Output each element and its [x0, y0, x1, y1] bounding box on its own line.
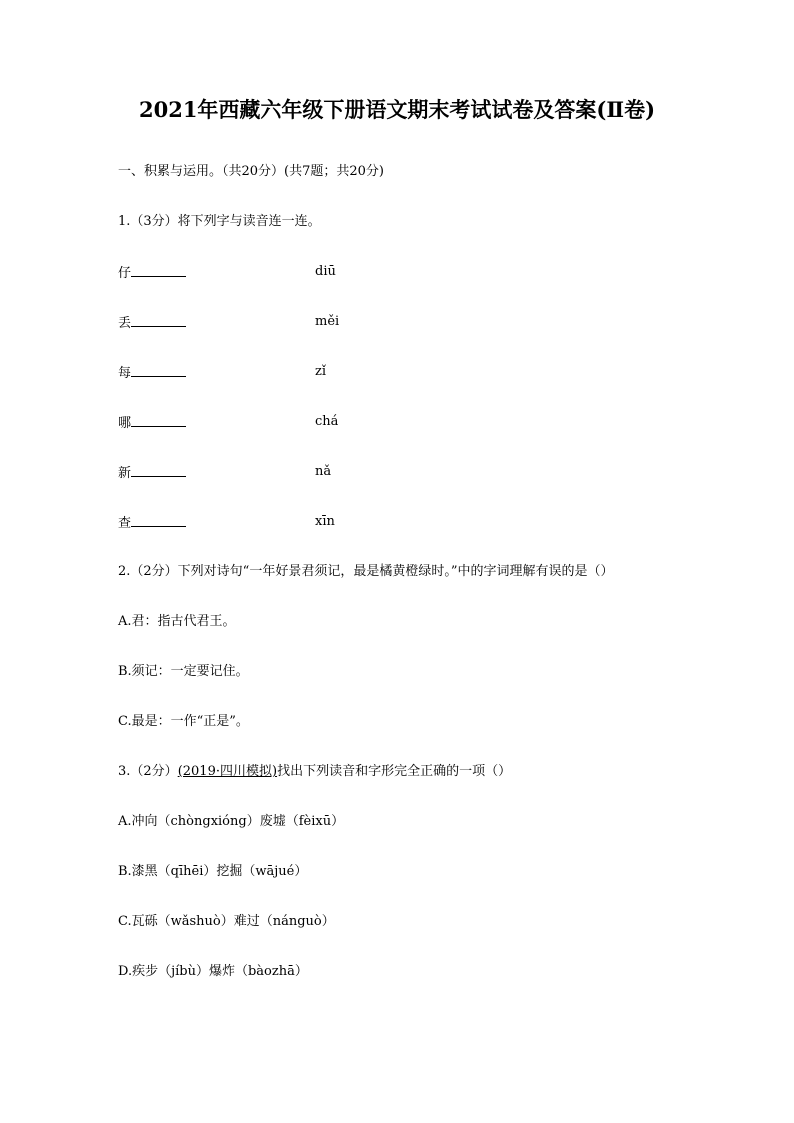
question-3-stem [118, 764, 511, 780]
match-pinyin: chá [315, 414, 339, 429]
match-pinyin: diū [315, 264, 336, 279]
char: 哪 [118, 416, 132, 431]
question-text: 找出下列读音和字形完全正确的一项（） [277, 764, 512, 779]
option: D.疾步（jíbù）爆炸（bàozhā） [118, 964, 308, 979]
answer-blank [131, 414, 186, 427]
document-title: 2021年西藏六年级下册语文期末考试试卷及答案(Ⅱ卷) [138, 97, 656, 122]
match-char [118, 514, 186, 532]
char: 丢 [118, 316, 132, 331]
match-char [118, 364, 186, 382]
match-pinyin: nǎ [315, 464, 332, 479]
match-pinyin: xīn [315, 514, 335, 529]
option: A.冲向（chòngxióng）废墟（fèixū） [118, 814, 345, 829]
question-score: 3.（2分） [118, 764, 178, 779]
option: A.君：指古代君王。 [118, 614, 236, 629]
answer-blank [131, 264, 186, 277]
option: B.须记：一定要记住。 [118, 664, 249, 679]
match-pinyin: zǐ [315, 364, 327, 379]
char: 仔 [118, 266, 132, 281]
match-char [118, 264, 186, 282]
option: B.漆黑（qīhēi）挖掘（wājué） [118, 864, 308, 879]
source-link[interactable]: (2019·四川模拟) [177, 764, 278, 779]
char: 新 [118, 466, 132, 481]
option: C.最是：一作“正是”。 [118, 714, 249, 729]
answer-blank [131, 514, 186, 527]
match-char [118, 414, 186, 432]
option: C.瓦砾（wǎshuò）难过（nánguò） [118, 914, 335, 929]
answer-blank [131, 464, 186, 477]
answer-blank [131, 364, 186, 377]
question-2-stem: 2.（2分）下列对诗句“一年好景君须记，最是橘黄橙绿时。”中的字词理解有误的是（） [118, 564, 614, 579]
section-heading: 一、积累与运用。（共20分）(共7题；共20分) [118, 164, 384, 179]
match-char [118, 314, 186, 332]
question-1-stem: 1.（3分）将下列字与读音连一连。 [118, 214, 321, 229]
char: 查 [118, 516, 132, 531]
match-char [118, 464, 186, 482]
answer-blank [131, 314, 186, 327]
char: 每 [118, 366, 132, 381]
match-pinyin: měi [315, 314, 340, 329]
